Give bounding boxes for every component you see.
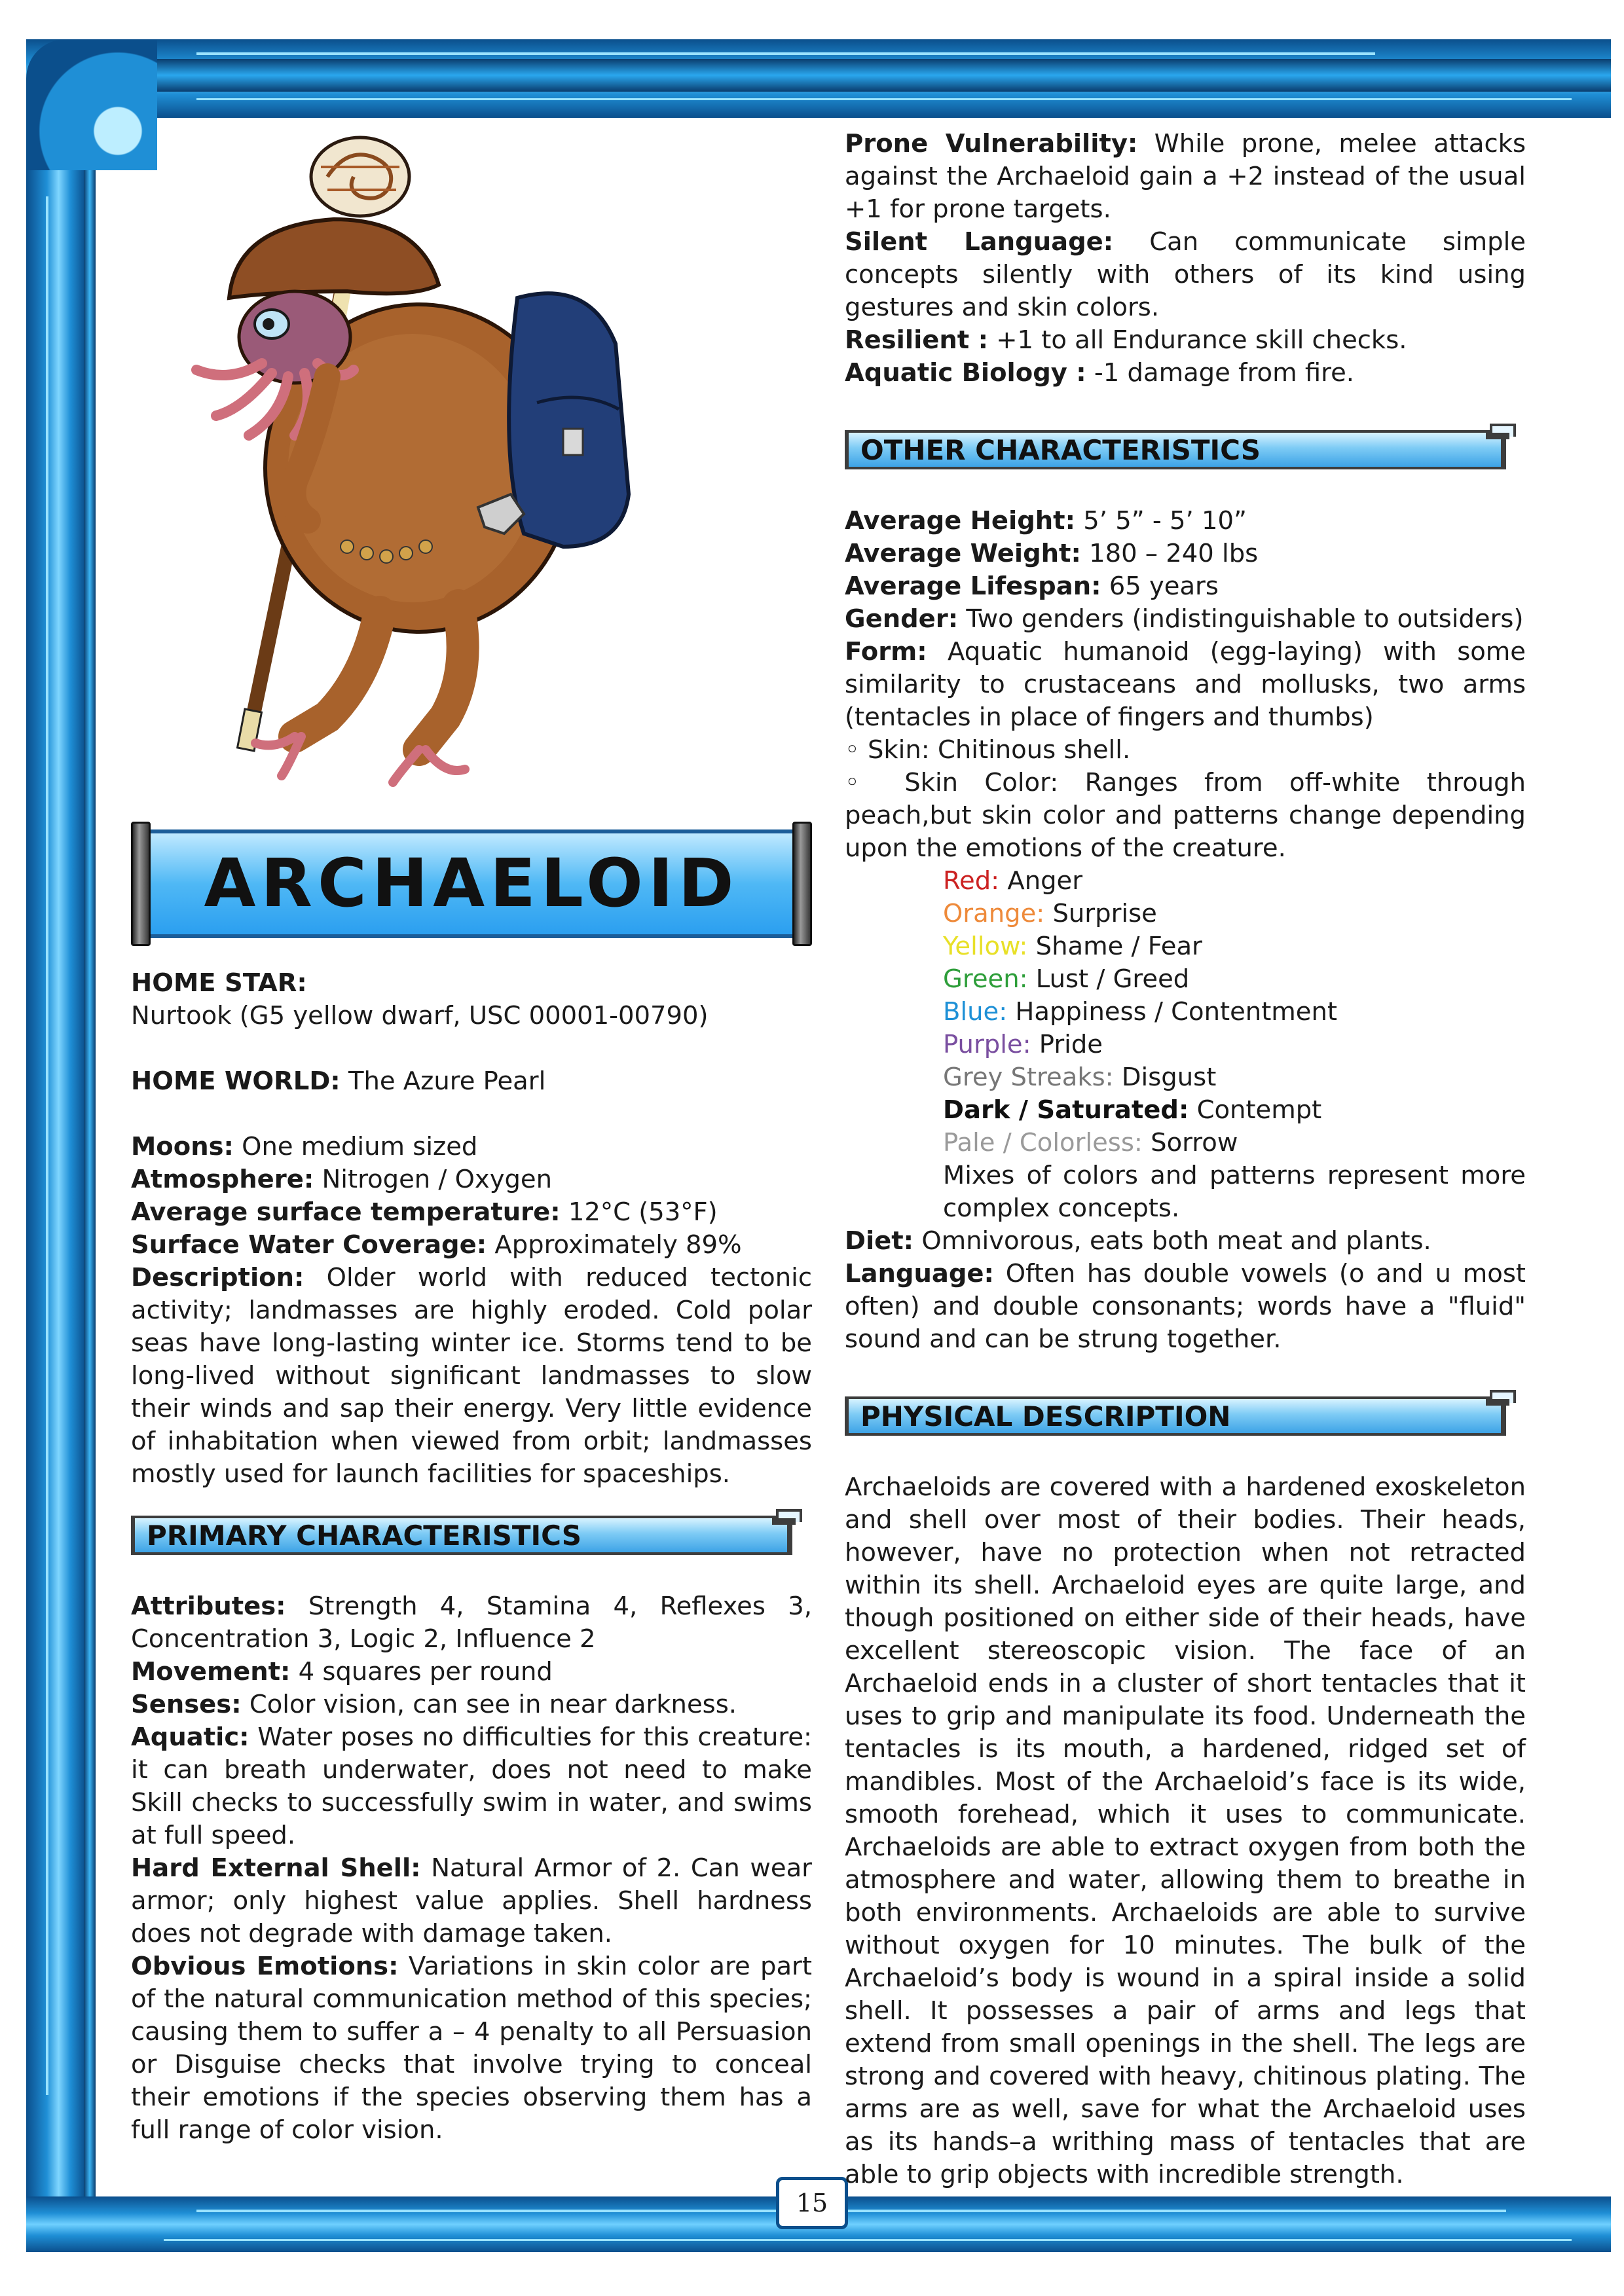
stat-value: Approximately 89% bbox=[487, 1230, 742, 1260]
emotion-color-name: Purple: bbox=[943, 1030, 1031, 1059]
trait-line bbox=[845, 324, 1526, 357]
trait-label: Silent Language: bbox=[845, 227, 1114, 257]
trait-label: Senses: bbox=[131, 1690, 242, 1719]
emotion-row bbox=[943, 865, 1526, 898]
physical-description-header bbox=[845, 1390, 1516, 1442]
world-stats bbox=[131, 1131, 812, 1491]
trait-value: Strength 4, Stamina 4, Reflexes 3, Concentration 3, Logic 2, Influence 2 bbox=[131, 1592, 812, 1654]
home-world-label: HOME WORLD: bbox=[131, 1066, 341, 1096]
trait-value: +1 to all Endurance skill checks. bbox=[988, 325, 1407, 355]
home-world-value: The Azure Pearl bbox=[340, 1066, 546, 1096]
emotion-meaning: Surprise bbox=[1044, 899, 1157, 928]
char-line bbox=[845, 538, 1526, 570]
language-value: Often has double vowels (o and u most often) and double consonants; words have a "fluid" sound and can be strung together. bbox=[845, 1259, 1526, 1354]
diet-line bbox=[845, 1225, 1526, 1258]
char-value: Aquatic humanoid (egg-laying) with some similarity to crustaceans and mollusks, two arms (tentacles in place of fingers and thumbs) bbox=[845, 637, 1526, 732]
char-value: 5’ 5” - 5’ 10” bbox=[1075, 506, 1247, 536]
emotion-meaning: Happiness / Contentment bbox=[1007, 997, 1337, 1027]
trait-label: Movement: bbox=[131, 1657, 291, 1686]
trait-value: 4 squares per round bbox=[290, 1657, 553, 1686]
trait-line bbox=[131, 1721, 812, 1852]
char-line bbox=[845, 570, 1526, 603]
physical-description-text: Archaeloids are covered with a hardened exoskeleton and shell over most of their bodies. Their heads, however, have no protection when not retracted within its shell. Archaeloid eyes are quite large, and though positioned on either side of their heads, have excellent stereoscopic vision. The face of an Archaeloid ends in a cluster of short tentacles that it uses to grip and manipulate its food. Underneath the tentacles is its mouth, a hardened, ridged set of mandibles. Most of the Archaeloid’s face is its wide, smooth forehead, which it uses to communicate. Archaeloids are able to extract oxygen from both the atmosphere and water, allowing them to breathe in both environments. Archaeloids are able to survive without oxygen for 10 minutes. The bulk of the Archaeloid’s body is wound in a spiral inside a solid shell. It possesses a pair of arms and legs that extend from small openings in the shell. The legs are strong and covered with heavy, chitinous plating. The arms are as well, save for what the Archaeloid uses as its hands–a writhing mass of tentacles that are able to grip objects with incredible strength. bbox=[845, 1472, 1526, 2189]
stat-value: Older world with reduced tectonic activity; landmasses are highly eroded. Cold polar seas have long-lasting winter ice. Storms tend to be long-lived without significant landmasses to slow their winds and sap their energy. Very little evidence of inhabitation when viewed from orbit; landmasses mostly used for launch facilities for spaceships. bbox=[131, 1263, 812, 1489]
emotion-color-name: Blue: bbox=[943, 997, 1008, 1027]
trait-line bbox=[131, 1590, 812, 1656]
stat-label: Atmosphere: bbox=[131, 1165, 314, 1194]
trait-line bbox=[131, 1688, 812, 1721]
stat-label: Moons: bbox=[131, 1132, 234, 1161]
emotion-meaning: Shame / Fear bbox=[1027, 932, 1202, 961]
diet-value: Omnivorous, eats both meat and plants. bbox=[913, 1226, 1431, 1256]
emotion-color-name: Dark / Saturated: bbox=[943, 1095, 1189, 1125]
char-label: Average Lifespan: bbox=[845, 572, 1101, 601]
archaeloid-illustration bbox=[131, 128, 812, 815]
banner-right-post bbox=[792, 822, 812, 946]
section-title: PHYSICAL DESCRIPTION bbox=[860, 1400, 1231, 1432]
circuit-line bbox=[196, 52, 1375, 55]
emotion-meaning: Lust / Greed bbox=[1027, 964, 1190, 994]
species-title-banner bbox=[131, 822, 812, 946]
skin-color-line: ◦ Skin Color: Ranges from off-white through peach,but skin color and patterns change depending upon the emotions of the creature. bbox=[845, 768, 1526, 863]
page-content bbox=[131, 128, 1529, 2189]
char-label: Average Weight: bbox=[845, 539, 1081, 568]
banner-left-post bbox=[131, 822, 151, 946]
trait-value: Natural Armor of 2. Can wear armor; only highest value applies. Shell hardness does not degrade with damage taken. bbox=[131, 1853, 812, 1948]
emotion-row bbox=[943, 963, 1526, 996]
trait-label: Aquatic Biology : bbox=[845, 358, 1086, 388]
circuit-line bbox=[196, 2210, 1506, 2212]
other-characteristics bbox=[845, 505, 1526, 865]
diet-label: Diet: bbox=[845, 1226, 914, 1256]
stat-line bbox=[131, 1131, 812, 1163]
other-characteristics-header bbox=[845, 424, 1516, 476]
trait-label: Attributes: bbox=[131, 1592, 286, 1621]
section-title: PRIMARY CHARACTERISTICS bbox=[147, 1520, 581, 1552]
primary-characteristics-header bbox=[131, 1509, 802, 1561]
char-value: 180 – 240 lbs bbox=[1080, 539, 1259, 568]
trait-value: Variations in skin color are part of the natural communication method of this species; causing them to suffer a – 4 penalty to all Persuasion or Disguise checks that involve trying to conceal their emotions if the species observing them has a full range of color vision. bbox=[131, 1952, 812, 2145]
trait-label: Obvious Emotions: bbox=[131, 1952, 399, 1981]
char-line bbox=[845, 603, 1526, 636]
emotion-color-name: Red: bbox=[943, 866, 1000, 896]
stat-line bbox=[131, 1163, 812, 1196]
header-notch-line bbox=[1486, 433, 1509, 439]
trait-line bbox=[845, 357, 1526, 390]
emotion-meaning: Contempt bbox=[1189, 1095, 1322, 1125]
stat-line bbox=[131, 1262, 812, 1491]
frame-left-border bbox=[26, 39, 85, 2252]
trait-value: Color vision, can see in near darkness. bbox=[241, 1690, 737, 1719]
trait-label: Hard External Shell: bbox=[131, 1853, 421, 1883]
emotion-color-name: Grey Streaks: bbox=[943, 1063, 1114, 1092]
species-title: ARCHAELOID bbox=[204, 845, 739, 922]
special-traits bbox=[845, 128, 1526, 390]
emotion-row bbox=[943, 996, 1526, 1029]
home-star-value: Nurtook (G5 yellow dwarf, USC 00001-00790) bbox=[131, 1001, 709, 1030]
primary-characteristics bbox=[131, 1590, 812, 2147]
circuit-line bbox=[196, 98, 1572, 100]
stat-value: One medium sized bbox=[233, 1132, 478, 1161]
char-label: Form: bbox=[845, 637, 927, 666]
trait-label: Aquatic: bbox=[131, 1722, 249, 1752]
emotion-color-list bbox=[845, 865, 1526, 1159]
char-line bbox=[845, 636, 1526, 734]
emotion-row bbox=[943, 1061, 1526, 1094]
emotion-meaning: Anger bbox=[999, 866, 1083, 896]
stat-label: Surface Water Coverage: bbox=[131, 1230, 487, 1260]
emotion-meaning: Sorrow bbox=[1142, 1128, 1238, 1157]
section-title: OTHER CHARACTERISTICS bbox=[860, 434, 1261, 466]
trait-line bbox=[845, 226, 1526, 324]
home-star bbox=[131, 967, 812, 1032]
stat-line bbox=[131, 1229, 812, 1262]
trait-line bbox=[131, 1656, 812, 1688]
trait-line bbox=[845, 128, 1526, 226]
stat-line bbox=[131, 1196, 812, 1229]
emotion-color-name: Yellow: bbox=[943, 932, 1028, 961]
frame-left-inner-line bbox=[84, 118, 96, 2200]
char-line bbox=[845, 505, 1526, 538]
home-star-label: HOME STAR: bbox=[131, 968, 307, 998]
char-label: Gender: bbox=[845, 604, 959, 634]
char-value: Two genders (indistinguishable to outsiders) bbox=[958, 604, 1524, 634]
header-notch-line bbox=[772, 1518, 796, 1525]
right-column bbox=[845, 128, 1526, 2191]
trait-label: Prone Vulnerability: bbox=[845, 129, 1138, 158]
creature-drawing bbox=[131, 128, 812, 815]
emotion-color-name: Orange: bbox=[943, 899, 1045, 928]
mixes-note: Mixes of colors and patterns represent more complex concepts. bbox=[943, 1161, 1526, 1223]
language-label: Language: bbox=[845, 1259, 994, 1288]
emotion-meaning: Disgust bbox=[1113, 1063, 1217, 1092]
char-value: 65 years bbox=[1101, 572, 1219, 601]
page-number: 15 bbox=[776, 2177, 848, 2229]
emotion-row bbox=[943, 930, 1526, 963]
trait-value: -1 damage from fire. bbox=[1086, 358, 1355, 388]
emotion-meaning: Pride bbox=[1031, 1030, 1103, 1059]
trait-label: Resilient : bbox=[845, 325, 988, 355]
frame-top-inner-line bbox=[118, 59, 1611, 92]
header-notch-line bbox=[1486, 1399, 1509, 1406]
circuit-line bbox=[46, 196, 48, 2095]
stat-label: Average surface temperature: bbox=[131, 1197, 561, 1227]
trait-value: Water poses no difficulties for this creature: it can breath underwater, does not need to make Skill checks to successfully swim in water, and swims at full speed. bbox=[131, 1722, 812, 1850]
emotion-color-name: Pale / Colorless: bbox=[943, 1128, 1143, 1157]
circuit-line bbox=[164, 2239, 1572, 2241]
trait-line bbox=[131, 1852, 812, 1950]
emotion-color-name: Green: bbox=[943, 964, 1028, 994]
trait-value: Can communicate simple concepts silently with others of its kind using gestures and skin colors. bbox=[845, 227, 1526, 322]
language-line bbox=[845, 1258, 1526, 1356]
skin-line: ◦ Skin: Chitinous shell. bbox=[845, 735, 1131, 765]
home-world bbox=[131, 1065, 812, 1098]
stat-value: 12°C (53°F) bbox=[560, 1197, 718, 1227]
left-column bbox=[131, 128, 812, 2147]
banner-panel bbox=[151, 829, 792, 938]
emotion-row bbox=[943, 1127, 1526, 1159]
stat-label: Description: bbox=[131, 1263, 304, 1292]
char-label: Average Height: bbox=[845, 506, 1075, 536]
trait-line bbox=[131, 1950, 812, 2147]
stat-value: Nitrogen / Oxygen bbox=[314, 1165, 553, 1194]
trait-value: While prone, melee attacks against the Archaeloid gain a +2 instead of the usual +1 for prone targets. bbox=[845, 129, 1526, 224]
emotion-row bbox=[943, 1029, 1526, 1061]
emotion-row bbox=[943, 898, 1526, 930]
emotion-row bbox=[943, 1094, 1526, 1127]
